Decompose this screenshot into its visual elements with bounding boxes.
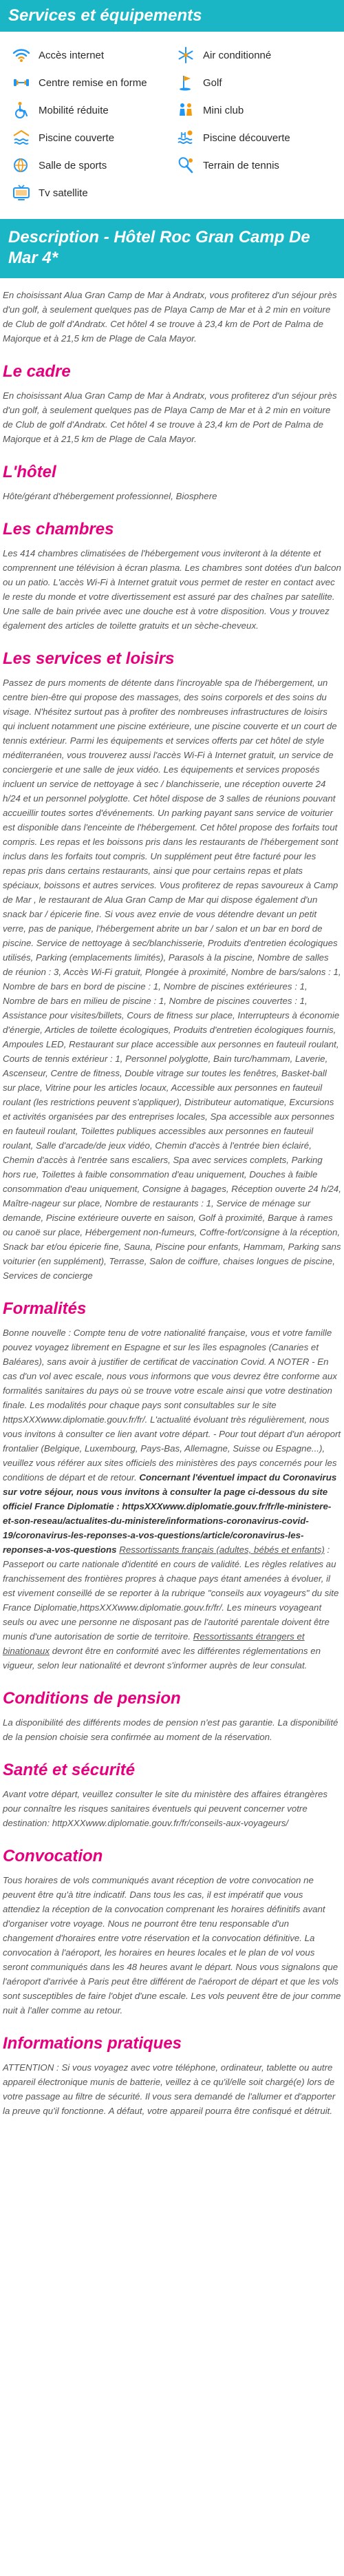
section-title-pension: Conditions de pension (3, 1689, 181, 1708)
section-text-services-loisirs: Passez de purs moments de détente dans l'incroyable spa de l'hébergement, un centre bien-être qui propose des massages, des soins corporels et des soins du visage. N'hésitez surtout pas à profiter des nombreuses infrastructures de loisirs qui incluent notamment une piscine extérieure, une piscine couverte et un court de tennis extérieur. Parmi les équipements et services offerts par cet hôtel de style méditerranéen, vous trouverez aussi l'accès Wi-Fi à Internet gratuit, un service de conciergerie et une salle de jeux vidéo. Les équipements et services proposés incluent un service de nettoyage à sec / blanchisserie, une réception ouverte 24 h/24 et un personnel polyglotte. Cet hôtel dispose de 3 salles de réunions pouvant accueillir toutes sortes d'événements. Un parking payant sans service de voiturier est disponible dans l'enceinte de l'hébergement. Cet hôtel propose des forfaits tout compris. Les repas et les boissons pris dans les restaurants de l'hébergement sont inclus dans les forfaits tout compris. Un supplément peut être facturé pour les repas pris dans certains restaurants, ainsi que pour certains repas et plats spéciaux, boissons et autres services. Vous profiterez de repas savoureux à Camp de Mar , le restaurant de Alua Gran Camp de Mar qui dispose également d'un snack bar / épicerie fine. Si vous avez envie de vous détendre devant un petit verre, pas de panique, l'hébergement abrite un bar / salon et un bar en bord de piscine. Service de nettoyage à sec/blanchisserie, Produits d'entretien écologiques utilisés, Parking (emplacements limités), Parasols à la piscine, Nombre de salles de réunion : 3, Accès Wi-Fi gratuit, Plongée à proximité, Nombre de bars/salons : 1, Nombre de bars en bord de piscine : 1, Nombre de piscines extérieures : 1, Nombre de bars en milieu de piscine : 1, Nombre de piscines couvertes : 1, Assistance pour visites/billets, Cours de fitness sur place, Interrupteurs à économie d'énergie, Articles de toilette écologiques, Produits d'entretien écologiques fournis, Ampoules LED, Restaurant sur place accessible aux personnes en fauteuil roulant, Courts de tennis extérieur : 1, Personnel polyglotte, Bain turc/hammam, Laverie, Ascenseur, Centre de fitness, Double vitrage sur toutes les fenêtres, Basket-ball sur place, Vitrine pour les articles locaux, Accessible aux personnes en fauteuil roulant (les restrictions peuvent s'appliquer), Distributeur automatique, Excursions et activités organisées par des entreprises locales, Spa accessible aux personnes en fauteuil roulant, Toilettes publiques accessibles aux personnes en fauteuil roulant, Salle d'arcade/de jeux vidéo, Chemin d'accès à l'entrée bien éclairé, Chemin d'accès à l'entrée sans escaliers, Spa avec services complets, Parking hors rue, Toilettes à faible consommation d'eau uniquement, Douches à faible consommation d'eau uniquement, Consigne à bagages, Réception ouverte 24 h/24, Maître-nageur sur place, Nombre de restaurants : 1, Service de ménage sur demande, Piscine extérieure ouverte en saison, Golf à proximité, Barque à rames ou canoë sur place, Hébergement non-fumeurs, Coffre-fort/consigne à la réception, Snack bar et/ou épicerie fine, Sauna, Piscine pour enfants, Hammam, Parking sans voiturier (en supplément), Terrasse, Salon de coiffure, chaises longues de piscine, Services de concierge (3, 678, 341, 1281)
amenities-grid (0, 41, 344, 207)
section-text-convocation: Tous horaires de vols communiqués avant réception de votre convocation ne peuvent être qu'à titre indicatif. Dans tous les cas, il est impératif que vous attendiez la réception de la convocation comprenant les horaires définitifs avant d'organiser votre voyage. Nous ne pourront être tenu responsable d'un changement d'horaires entre votre réservation et la convocation définitive. La convocation à l'aéroport, les horaires en heures locales et le plan de vol vous seront communiqués dans les 48 heures avant le départ. Nous vous signalons que l'aéroport d'arrivée à Paris peut être différent de l'aéroport de départ et que les vols sont susceptibles de faire l'objet d'une escale. Les vols peuvent être de jour comme nuit à l'aller comme au retour. (3, 1875, 341, 2015)
description-section (0, 288, 344, 2118)
section-title-chambres: Les chambres (3, 520, 114, 538)
amenity-label: Terrain de tennis (203, 159, 279, 171)
section-text-cadre: En choisissant Alua Gran Camp de Mar à Andratx, vous profiterez d'un séjour près d'un golf, à seulement quelques pas de Playa Camp de Mar et à 2 min en voiture de Club de golf d'Andratx. Cet hôtel 4 se trouve à 23,4 km de Port de Palma de Majorque et à 21,5 km de Plage de Cala Mayor. (3, 390, 337, 444)
section-text-pension: La disponibilité des différents modes de pension n'est pas garantie. La disponibilité de la pension choisie sera confirmée au moment de la réservation. (3, 1717, 338, 1742)
amenity-sports-hall (11, 151, 169, 179)
formalites-text-part2: : Passeport ou carte nationale d'identité en cours de validité. Les règles relatives au franchissement des frontières propres à chaque pays étant amenées à évoluer, il est vivement conseillé de se reporter à la rubrique "conseils aux voyageurs" du site France Diplomatie,httpsXXXwww.diplomatie.gouv.fr/fr/. Les mineurs voyageant seuls ou avec une personne ne disposant pas de l'autorité parentale doivent être munis d'une autorisation de sortie de territoire. (3, 1544, 339, 1642)
section-title-formalites: Formalités (3, 1299, 87, 1318)
dumbbell-icon (11, 72, 32, 93)
amenity-golf (175, 69, 333, 96)
amenity-label: Tv satellite (39, 187, 88, 199)
amenity-satellite-tv (11, 179, 169, 207)
section-title-services-loisirs: Les services et loisirs (3, 649, 175, 668)
amenity-air-conditioning (175, 41, 333, 69)
amenity-label: Accès internet (39, 49, 105, 61)
snowflake-icon (175, 45, 196, 65)
services-banner (0, 0, 344, 32)
services-title: Services et équipements (8, 6, 202, 25)
section-text-formalites (3, 1326, 341, 1673)
wifi-icon (11, 45, 32, 65)
tv-icon (11, 182, 32, 203)
formalites-link-foreign-nationals[interactable]: Ressortissants étrangers et binationaux (3, 1631, 305, 1656)
formalites-text-part1: Bonne nouvelle : Compte tenu de votre nationalité française, vous et votre famille pouvez voyagez librement en Espagne et sur les îles espagnoles (Canaries et Baléares), sans avoir à justifier de certificat de vaccination Covid. A NOTER - En cas d'un vol avec escale, nous vous informons que vous devrez être conforme aux formalités sanitaires du pays où se trouve votre escale ainsi que votre destination finale. Les modalités pour chaque pays sont consultables sur le site httpsXXXwww.diplomatie.gouv.fr/fr/. L'actualité évoluant très régulièrement, nous vous invitons à consulter ce lien avant votre départ. - Pour tout départ d'un aéroport frontalier (Belgique, Luxembourg, Pays-Bas, Allemagne, Suisse ou Espagne...), veuillez vous référer aux sites officiels des ministères des pays concernés pour les conditions de départ et de retour. (3, 1328, 341, 1483)
section-title-cadre: Le cadre (3, 362, 71, 381)
amenity-label: Centre remise en forme (39, 76, 147, 89)
section-title-infos-pratiques: Informations pratiques (3, 2034, 182, 2053)
amenity-label: Piscine couverte (39, 132, 115, 144)
kids-icon (175, 100, 196, 121)
amenity-reduced-mobility (11, 96, 169, 124)
amenity-indoor-pool (11, 124, 169, 151)
amenity-internet (11, 41, 169, 69)
formalites-link-french-nationals[interactable]: Ressortissants français (adultes, bébés et enfants) (119, 1544, 325, 1555)
tennis-icon (175, 155, 196, 176)
amenity-label: Mini club (203, 104, 244, 116)
amenity-mini-club (175, 96, 333, 124)
amenity-label: Golf (203, 76, 222, 89)
section-text-infos-pratiques: ATTENTION : Si vous voyagez avec votre téléphone, ordinateur, tablette ou autre appareil électronique munis de batterie, veillez à ce qu'il/elle soit chargé(e) lors de votre passage au filtre de sécurité. Il vous sera demandé de l'allumer et d'apporter la preuve qu'il fonctionne. A défaut, votre appareil pourra être confisqué et détruit. (3, 2062, 336, 2116)
section-title-convocation: Convocation (3, 1847, 103, 1865)
outdoor-pool-icon (175, 127, 196, 148)
description-banner (0, 219, 344, 278)
amenity-label: Salle de sports (39, 159, 107, 171)
section-text-sante: Avant votre départ, veuillez consulter le site du ministère des affaires étrangères pour connaître les risques sanitaires éventuels qui peuvent concerner votre destination: httpXXXwww.diplomatie.gouv.fr/fr/conseils-aux-voyageurs/ (3, 1789, 328, 1828)
amenity-outdoor-pool (175, 124, 333, 151)
sports-hall-icon (11, 155, 32, 176)
wheelchair-icon (11, 100, 32, 121)
formalites-covid-notice: Concernant l'éventuel impact du Coronavirus sur votre séjour, nous vous invitons à consulter la page ci-dessous du site officiel France Diplomatie : httpsXXXwww.diplomatie.gouv.fr/fr/le-ministere-et-son-reseau/actualites-du-ministere/informations-coronavirus-covid-19/coronavirus-les-reponses-a-vos-questions/article/coronavirus-les-reponses-a-vos-questions (3, 1472, 337, 1555)
amenity-tennis (175, 151, 333, 179)
section-title-hotel: L'hôtel (3, 463, 56, 481)
indoor-pool-icon (11, 127, 32, 148)
description-title: Description - Hôtel Roc Gran Camp De Mar 4* (8, 228, 310, 267)
golf-icon (175, 72, 196, 93)
formalites-text-part3: devront être en conformité avec les différentes réglementations en vigueur, selon leur nationalité et devront s'informer auprès de leur consulat. (3, 1646, 321, 1671)
amenity-label: Mobilité réduite (39, 104, 109, 116)
amenity-label: Piscine découverte (203, 132, 290, 144)
section-text-hotel: Hôte/gérant d'hébergement professionnel, Biosphere (3, 491, 217, 501)
amenity-label: Air conditionné (203, 49, 272, 61)
amenity-fitness (11, 69, 169, 96)
section-text-chambres: Les 414 chambres climatisées de l'hébergement vous inviteront à la détente et comprennent une télévision à écran plasma. Les chambres sont dotées d'un balcon ou un patio. L'accès Wi-Fi à Internet gratuit vous permet de rester en contact avec le reste du monde et votre divertissement est assuré par des chaînes par satellite. Une salle de bain privée avec une douche est à votre disposition. Vous y trouvez également des articles de toilette gratuits et un sèche-cheveux. (3, 548, 341, 631)
description-intro: En choisissant Alua Gran Camp de Mar à Andratx, vous profiterez d'un séjour près d'un golf, à seulement quelques pas de Playa Camp de Mar et à 2 min en voiture de Club de golf d'Andratx. Cet hôtel 4 se trouve à 23,4 km de Port de Palma de Majorque et à 21,5 km de Plage de Cala Mayor. (3, 290, 337, 344)
section-title-sante: Santé et sécurité (3, 1761, 136, 1779)
